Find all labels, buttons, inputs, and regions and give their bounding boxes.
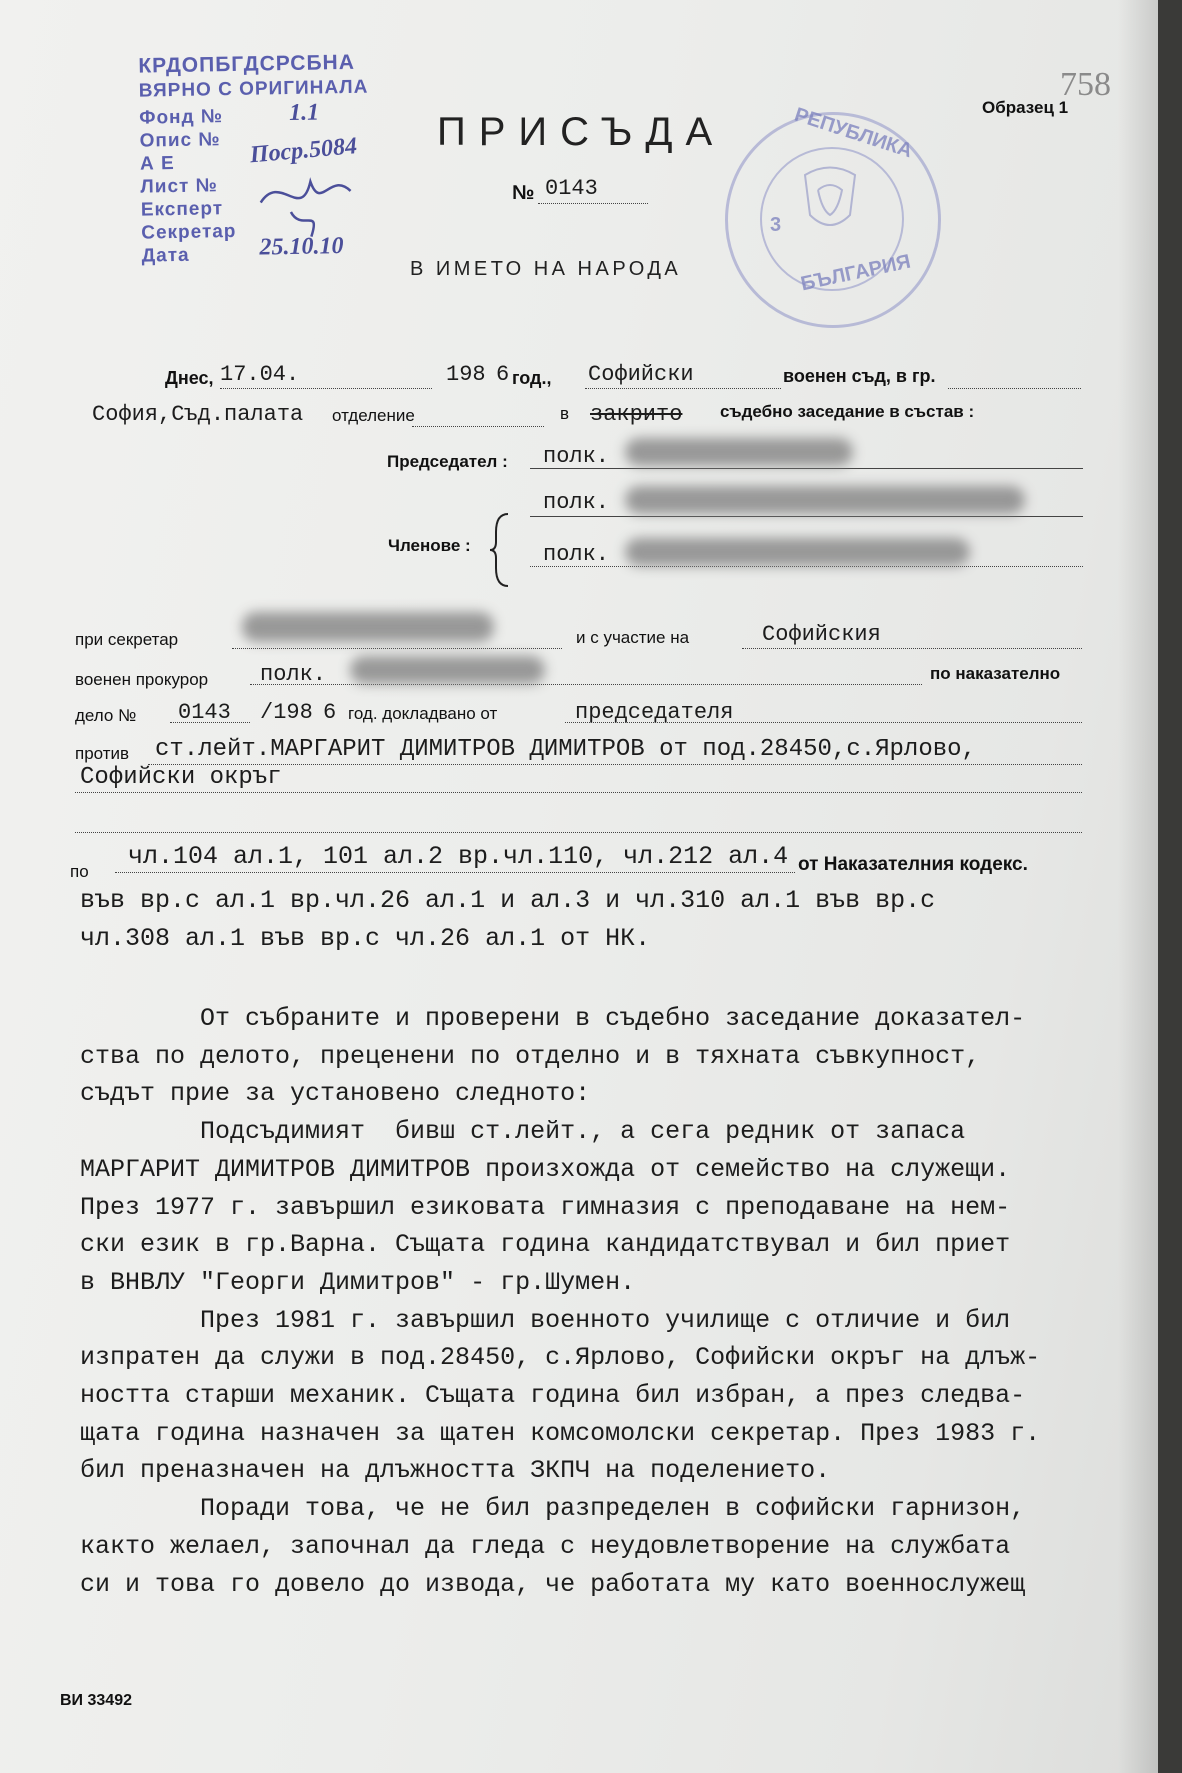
case-word: дело № <box>75 706 137 725</box>
year-digit: 6 <box>496 362 510 387</box>
verdict-body <box>80 1000 1110 1603</box>
seal-top-text: РЕПУБЛИКА <box>791 103 915 163</box>
year-suffix: год., <box>512 368 552 388</box>
seal-number: 3 <box>770 214 782 236</box>
dotted-line <box>530 516 1083 517</box>
dotted-line <box>530 566 1083 567</box>
dotted-line <box>948 388 1081 389</box>
page-number: 758 <box>1060 66 1111 103</box>
redacted-member1-name <box>625 486 1025 514</box>
body-line: ността старши механик. Същата година бил избран, а през следва- <box>80 1381 1026 1411</box>
body-line: ски език в гр.Варна. Същата година кандидатствувал и бил приет <box>80 1230 1011 1260</box>
document-number: 0143 <box>545 176 598 201</box>
stamp-line: ВЯРНО С ОРИГИНАЛА <box>138 76 369 102</box>
member1-name: полк. <box>543 490 610 515</box>
session-date: 17.04. <box>220 362 300 387</box>
dotted-line <box>412 426 544 427</box>
prosecutor-name: полк. <box>260 662 327 687</box>
reported-by: председателя <box>575 700 734 725</box>
body-line: От събраните и проверени в съдебно заседание доказател- <box>80 1004 1026 1033</box>
stamp-date-value: 25.10.10 <box>259 233 344 261</box>
dotted-line <box>232 648 562 649</box>
seal-bottom-text: БЪЛГАРИЯ <box>798 250 913 296</box>
members-label: Членове : <box>388 536 471 555</box>
stamp-line: КРДОПБГДСРСБНА <box>138 50 356 78</box>
body-line: щата година назначен за щатен комсомолски секретар. През 1983 г. <box>80 1418 1041 1448</box>
dotted-line <box>530 468 1083 469</box>
member2-name: полк. <box>543 542 610 567</box>
redacted-chair-name <box>625 438 853 466</box>
by-label: по <box>70 862 89 881</box>
articles-line1: чл.104 ал.1, 101 ал.2 вр.чл.110, чл.212 ал.4 <box>128 842 789 871</box>
case-year-label: год. докладвано от <box>348 704 498 723</box>
defendant-line2: Софийски окръг <box>80 764 282 791</box>
body-line: През 1977 г. завършил езиковата гимназия с преподаване на нем- <box>80 1192 1011 1222</box>
case-year-prefix: /198 <box>260 700 313 725</box>
court-city: Софийски <box>588 362 694 387</box>
dotted-line <box>75 832 1082 833</box>
chair-name: полк. <box>543 444 610 469</box>
number-label: № <box>512 182 535 204</box>
archive-stamp <box>138 49 442 269</box>
body-line: Подсъдимият бивш ст.лейт., а сега редник от запаса <box>80 1117 966 1147</box>
body-line: Поради това, че не бил разпределен в софийски гарнизон, <box>80 1494 1026 1524</box>
dotted-line <box>75 792 1082 793</box>
dotted-line <box>538 203 648 204</box>
court-label: военен съд, в гр. <box>783 366 936 386</box>
body-line: както желаел, започнал да гледа с неудовлетворение на службата <box>80 1531 1011 1561</box>
stamp-line: Дата <box>141 244 190 267</box>
case-number: 0143 <box>178 700 231 725</box>
case-label: по наказателно <box>930 664 1061 683</box>
brace-icon <box>488 512 512 588</box>
participation-label: и с участие на <box>576 628 690 647</box>
stamp-opis-value: Поср.5084 <box>248 133 359 169</box>
year-prefix: 198 <box>446 362 486 387</box>
footer-code: ВИ 33492 <box>60 1692 132 1709</box>
code-label: от Наказателния кодекс. <box>798 854 1028 875</box>
secretary-label: при секретар <box>75 630 179 649</box>
chair-label: Председател : <box>387 452 508 471</box>
articles-line2: във вр.с ал.1 вр.чл.26 ал.1 и ал.3 и чл.310 ал.1 във вр.с <box>80 886 936 915</box>
document-subtitle: В ИМЕТО НА НАРОДА <box>410 258 682 280</box>
body-line: си и това го довело до извода, че работата му като военнослужещ <box>80 1569 1026 1599</box>
stamp-line: Фонд № <box>139 106 224 129</box>
case-year-digit: 6 <box>323 700 337 725</box>
prosecutor-label: военен прокурор <box>75 670 209 689</box>
dotted-line <box>585 388 781 389</box>
coat-of-arms-icon <box>790 160 870 240</box>
document-title: ПРИСЪДА <box>437 110 726 154</box>
redacted-member2-name <box>625 538 970 566</box>
today-label: Днес, <box>165 368 214 388</box>
in-label: в <box>560 404 570 423</box>
dotted-line <box>220 388 432 389</box>
defendant-line1: ст.лейт.МАРГАРИТ ДИМИТРОВ ДИМИТРОВ от под.28450,с.Ярлово, <box>155 736 976 763</box>
stamp-line: Опис № <box>139 129 221 152</box>
dotted-line <box>742 648 1082 649</box>
location: София,Съд.палата <box>92 402 304 427</box>
against-label: против <box>75 744 130 763</box>
body-line: изпратен да служи в под.28450, с.Ярлово, Софийски окръг на длъж- <box>80 1343 1041 1373</box>
stamp-signature-icon <box>250 161 371 243</box>
dotted-line <box>250 684 922 685</box>
dotted-line <box>115 872 795 873</box>
stamp-line: А Е <box>139 153 175 175</box>
form-label: Образец 1 <box>982 98 1069 117</box>
redacted-secretary-name <box>242 612 494 642</box>
dotted-line <box>170 722 250 723</box>
session-type: закрито <box>590 402 683 427</box>
articles-line3: чл.308 ал.1 във вр.с чл.26 ал.1 от НК. <box>80 924 651 953</box>
stamp-line: Експерт <box>140 198 224 221</box>
participant: Софийския <box>762 622 881 647</box>
dotted-line <box>148 764 1082 765</box>
body-line: бил преназначен на длъжността ЗКПЧ на поделението. <box>80 1456 831 1486</box>
body-line: в ВНВЛУ "Георги Димитров" - гр.Шумен. <box>80 1267 636 1297</box>
body-line: През 1981 г. завършил военното училище с отличие и бил <box>80 1305 1011 1335</box>
stamp-fond-value: 1.1 <box>288 99 320 127</box>
stamp-line: Лист № <box>140 175 218 198</box>
session-label: съдебно заседание в състав : <box>720 402 975 421</box>
redacted-prosecutor-name <box>350 656 545 684</box>
body-line: съдът прие за установено следното: <box>80 1079 591 1109</box>
stamp-line: Секретар <box>141 220 237 244</box>
dotted-line <box>565 722 1082 723</box>
department-label: отделение <box>332 406 415 425</box>
body-line: МАРГАРИТ ДИМИТРОВ ДИМИТРОВ произхожда от семейство на служещи. <box>80 1154 1011 1184</box>
body-line: ства по делото, преценени по отделно и в тяхната съвкупност, <box>80 1041 981 1071</box>
